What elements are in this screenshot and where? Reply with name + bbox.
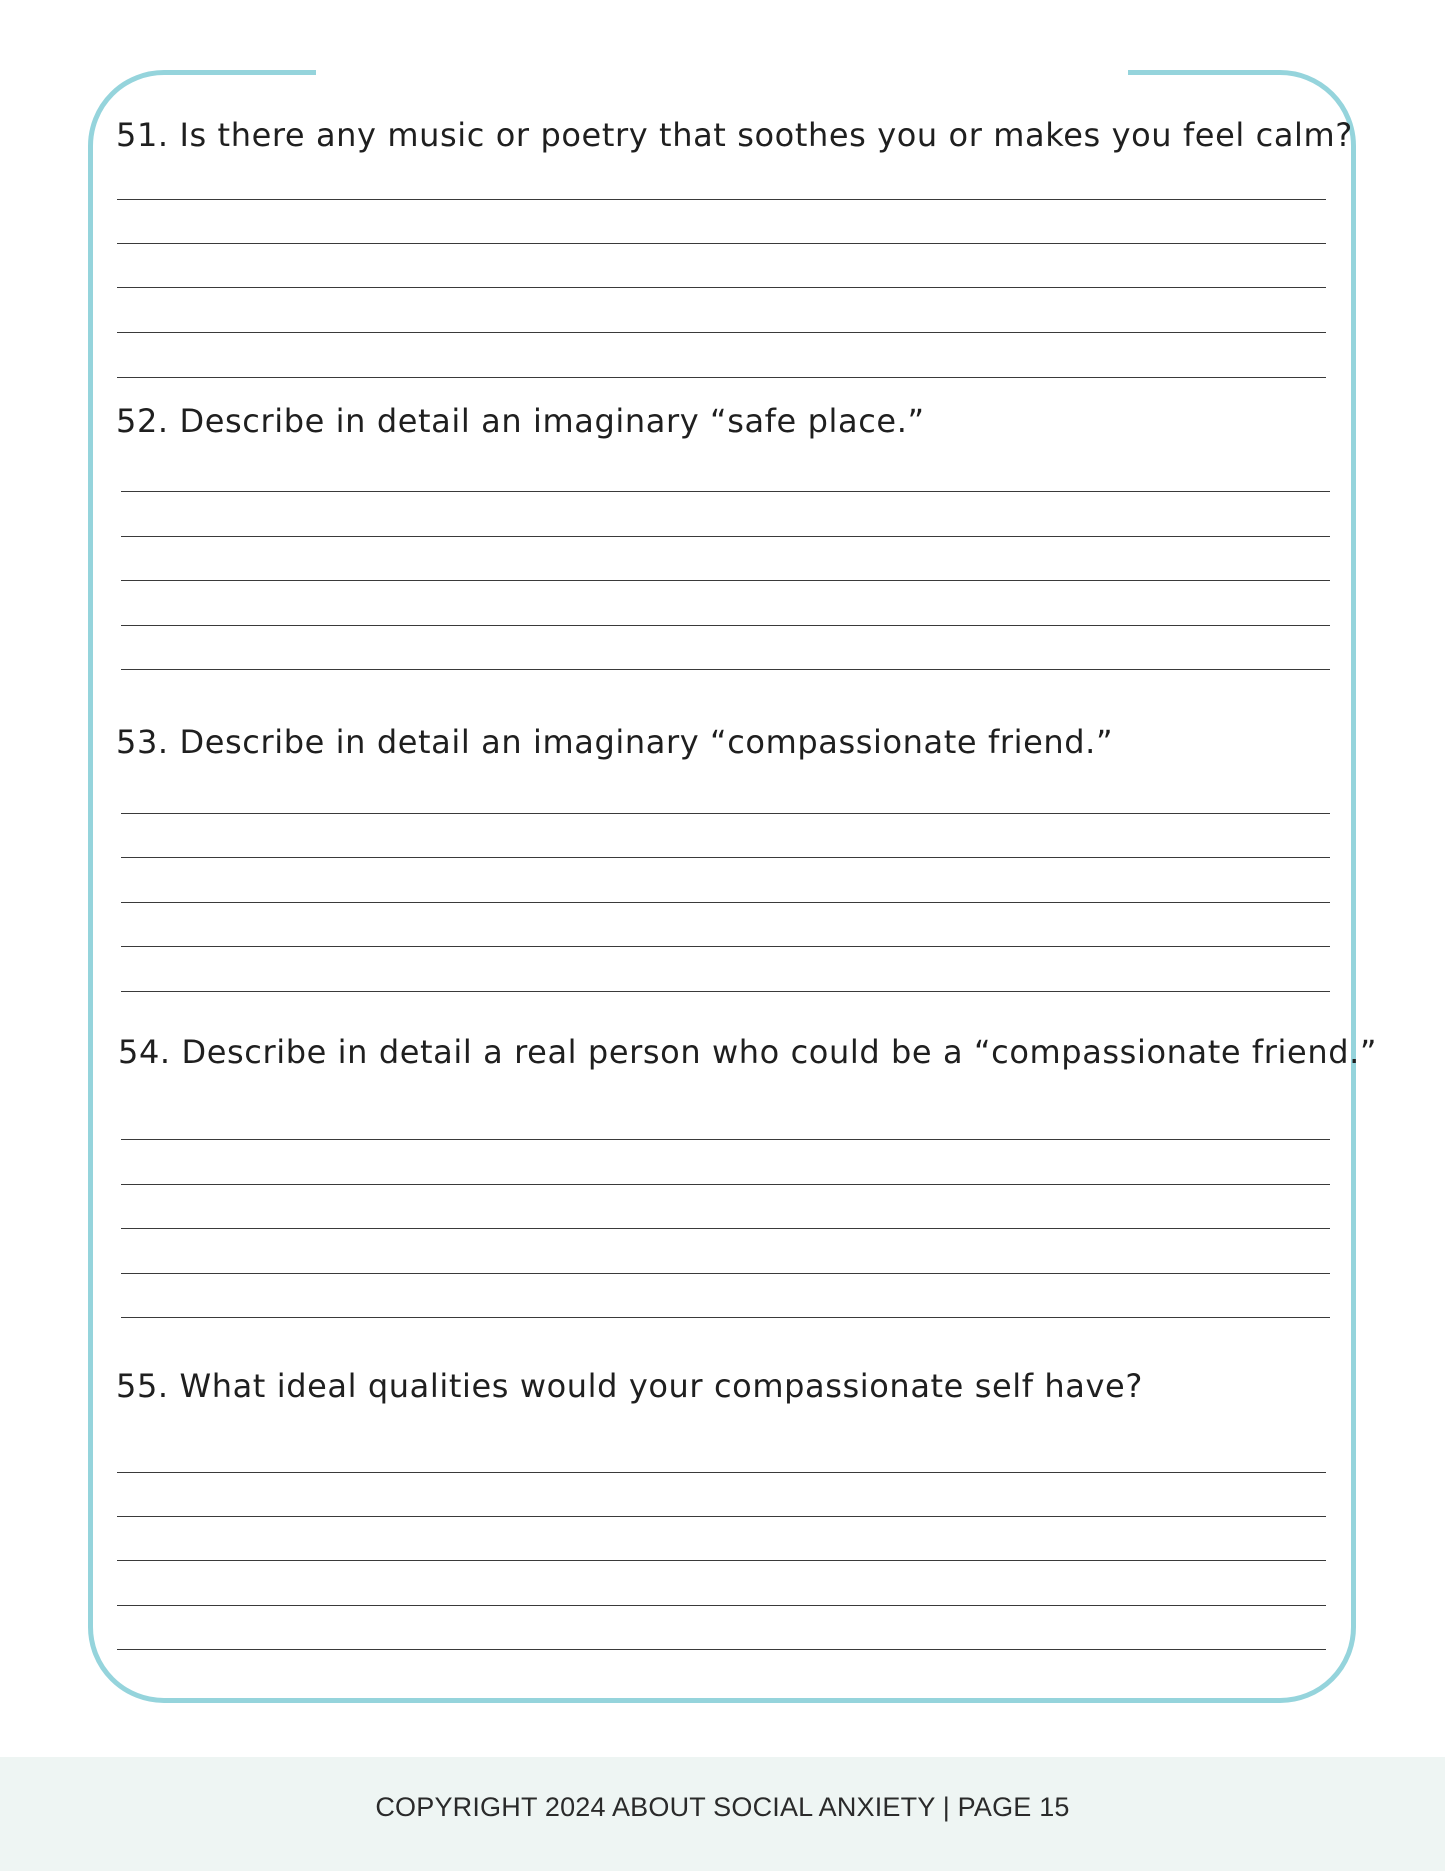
answer-line[interactable] <box>121 1184 1330 1185</box>
question-52: 52. Describe in detail an imaginary “safe place.” <box>116 402 925 440</box>
question-51: 51. Is there any music or poetry that soothes you or makes you feel calm? <box>116 116 1353 154</box>
answer-line[interactable] <box>117 1605 1326 1606</box>
frame-top-gap <box>316 66 1128 80</box>
page-frame <box>88 70 1356 1703</box>
answer-line[interactable] <box>117 1516 1326 1517</box>
answer-line[interactable] <box>121 813 1330 814</box>
answer-line[interactable] <box>121 536 1330 537</box>
answer-line[interactable] <box>117 287 1326 288</box>
footer-copyright: COPYRIGHT 2024 ABOUT SOCIAL ANXIETY | PAGE 15 <box>375 1792 1070 1822</box>
answer-line[interactable] <box>117 332 1326 333</box>
answer-line[interactable] <box>121 1228 1330 1229</box>
answer-line[interactable] <box>121 857 1330 858</box>
answer-line[interactable] <box>121 491 1330 492</box>
question-53: 53. Describe in detail an imaginary “compassionate friend.” <box>116 723 1114 761</box>
answer-line[interactable] <box>117 1472 1326 1473</box>
answer-line[interactable] <box>117 243 1326 244</box>
answer-line[interactable] <box>121 625 1330 626</box>
answer-line[interactable] <box>117 1560 1326 1561</box>
answer-line[interactable] <box>121 946 1330 947</box>
answer-line[interactable] <box>117 199 1326 200</box>
answer-line[interactable] <box>121 902 1330 903</box>
answer-line[interactable] <box>121 1273 1330 1274</box>
question-55: 55. What ideal qualities would your compassionate self have? <box>116 1367 1143 1405</box>
answer-line[interactable] <box>117 377 1326 378</box>
question-54: 54. Describe in detail a real person who could be a “compassionate friend.” <box>118 1033 1378 1071</box>
answer-line[interactable] <box>121 991 1330 992</box>
answer-line[interactable] <box>117 1649 1326 1650</box>
answer-line[interactable] <box>121 669 1330 670</box>
answer-line[interactable] <box>121 580 1330 581</box>
answer-line[interactable] <box>121 1317 1330 1318</box>
answer-line[interactable] <box>121 1139 1330 1140</box>
